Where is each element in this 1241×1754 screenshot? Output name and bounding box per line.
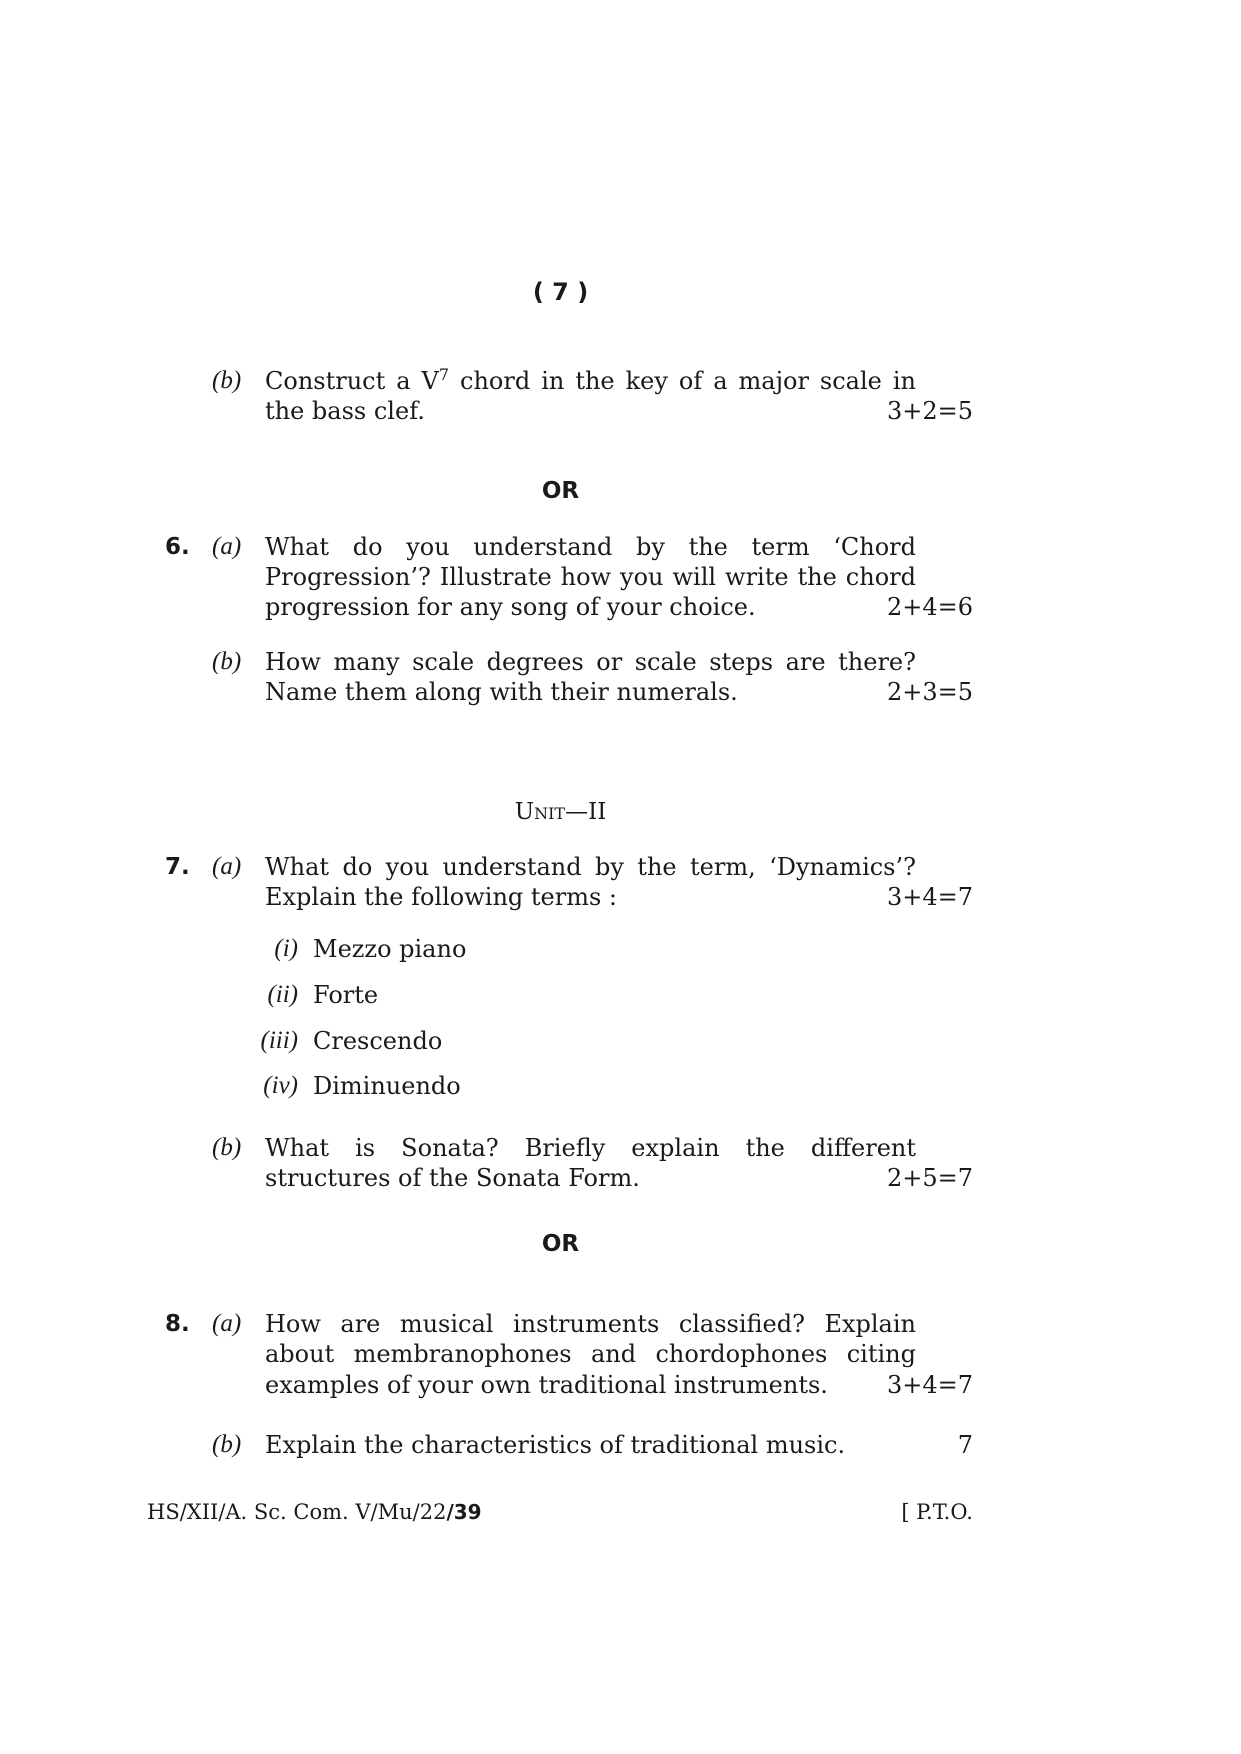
question-7a-label: (a) [212,853,242,880]
question-6b-label: (b) [212,648,242,675]
question-6b-line1: How many scale degrees or scale steps are there? [265,648,916,676]
question-8a-label: (a) [212,1310,242,1337]
question-7b-label: (b) [212,1134,242,1161]
sub-item-label: (i) [274,935,298,962]
question-5b-label: (b) [212,367,242,394]
sub-item-text: Mezzo piano [313,935,467,963]
question-6a-label: (a) [212,533,242,560]
question-6b-line2: Name them along with their numerals. [265,678,738,706]
question-6a-line1: What do you understand by the term ‘Chord [265,533,916,561]
question-8a-marks: 3+4=7 [886,1371,973,1399]
question-5b-marks: 3+2=5 [886,397,973,425]
question-7-number: 7. [165,854,190,880]
sub-item-label: (iii) [260,1027,298,1054]
sub-item-text: Crescendo [313,1027,443,1055]
sub-item-text: Forte [313,981,379,1009]
question-6b-marks: 2+3=5 [886,678,973,706]
question-6a-marks: 2+4=6 [886,593,973,621]
question-6a-line3: progression for any song of your choice. [265,593,756,621]
page-number: ( 7 ) [532,278,589,306]
question-6a-line2: Progression’? Illustrate how you will write the chord [265,563,916,591]
or-divider-1: OR [541,478,580,504]
sub-item-text: Diminuendo [313,1072,461,1100]
question-8a-line3: examples of your own traditional instruments. [265,1371,828,1399]
question-8a-line1: How are musical instruments classified? Explain [265,1310,916,1338]
question-7a-marks: 3+4=7 [886,883,973,911]
or-divider-2: OR [541,1231,580,1257]
unit-heading: Unit—II [514,799,607,825]
question-7b-marks: 2+5=7 [886,1164,973,1192]
question-8b-label: (b) [212,1431,242,1458]
question-8b-marks: 7 [957,1431,973,1459]
sub-item-label: (ii) [267,981,298,1008]
question-8-number: 8. [165,1311,190,1337]
question-7b-line2: structures of the Sonata Form. [265,1164,640,1192]
pto-marker: [ P.T.O. [901,1500,973,1524]
question-7b-line1: What is Sonata? Briefly explain the different [265,1134,916,1162]
paper-code: HS/XII/A. Sc. Com. V/Mu/22/39 [147,1500,482,1524]
question-5b-line2: the bass clef. [265,397,425,425]
question-6-number: 6. [165,534,190,560]
question-8b-line1: Explain the characteristics of traditional music. [265,1431,846,1459]
question-8a-line2: about membranophones and chordophones citing [265,1340,916,1368]
question-7a-line1: What do you understand by the term, ‘Dynamics’? [265,853,916,881]
question-5b-line1: Construct a $V^7$ chord in the key of a major scale in [265,365,916,395]
question-7a-line2: Explain the following terms : [265,883,618,911]
sub-item-label: (iv) [263,1072,298,1099]
